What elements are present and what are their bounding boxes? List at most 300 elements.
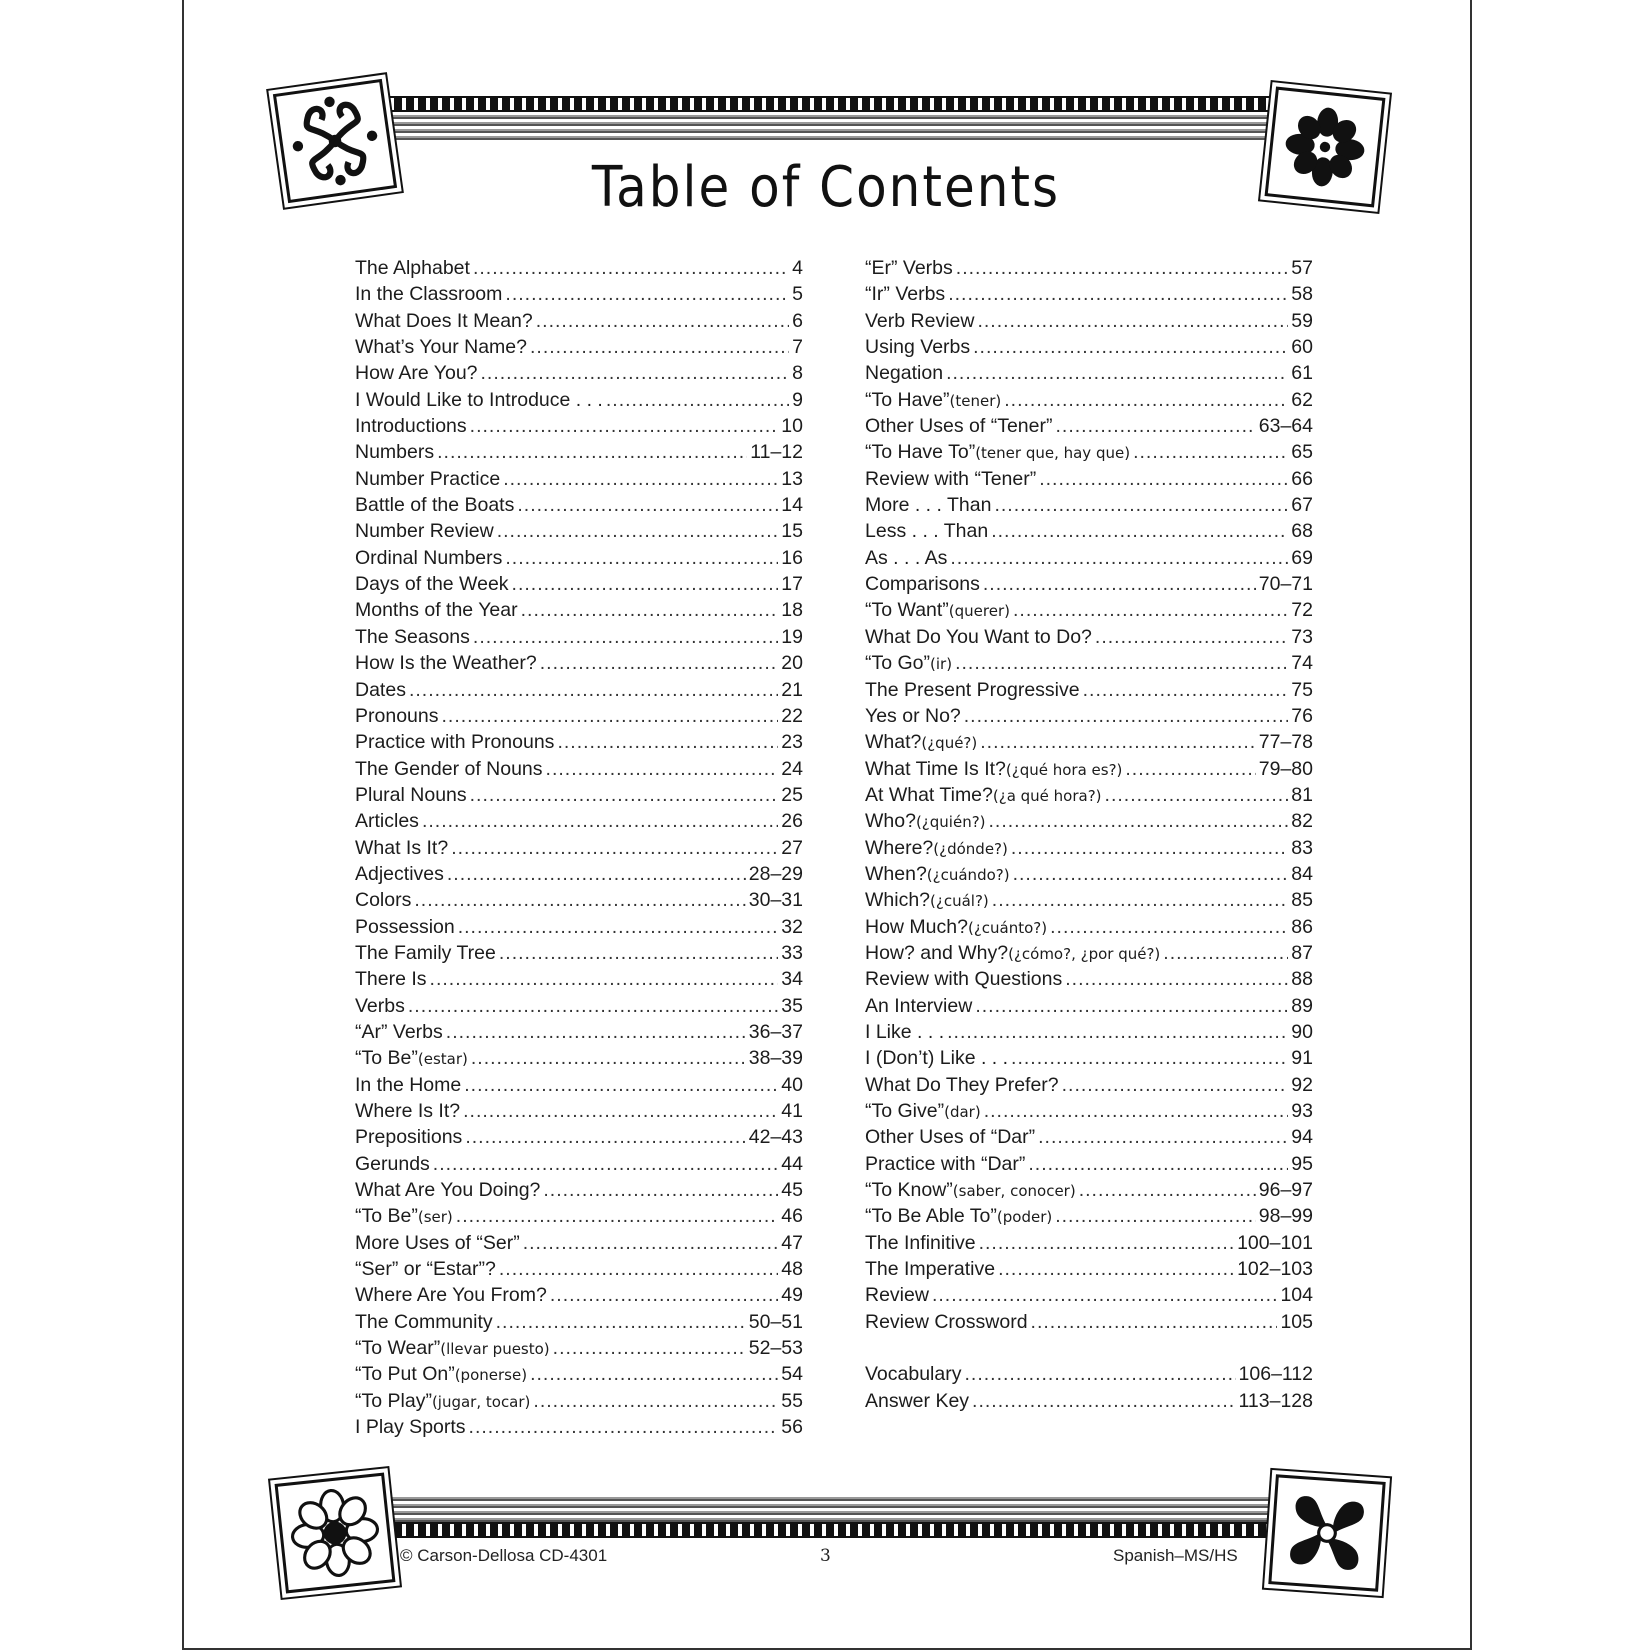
toc-entry — [355, 1074, 803, 1100]
page-title: Table of Contents — [591, 154, 1061, 220]
toc-entry-title: What Do You Want to Do? — [865, 625, 1092, 648]
toc-entry-title: What Do They Prefer? — [865, 1073, 1059, 1096]
toc-leader-dots — [430, 968, 779, 991]
toc-leader-dots — [409, 679, 778, 702]
toc-entry-page: 19 — [781, 625, 803, 648]
toc-entry-page: 83 — [1291, 836, 1313, 859]
toc-entry-title: “To Be” — [355, 1047, 418, 1070]
toc-entry — [355, 389, 803, 415]
toc-entry-page: 58 — [1291, 283, 1313, 306]
toc-entry-page: 93 — [1291, 1100, 1313, 1122]
toc-entry-page: 95 — [1291, 1152, 1313, 1175]
toc-right-column — [865, 257, 1313, 1416]
toc-entry-title: Practice with “Dar” — [865, 1152, 1026, 1175]
toc-entry — [865, 863, 1313, 889]
toc-leader-dots — [550, 1284, 778, 1307]
toc-leader-dots — [458, 916, 779, 939]
toc-entry-page: 21 — [781, 678, 803, 701]
toc-entry — [865, 705, 1313, 731]
toc-entry-page: 11–12 — [750, 441, 803, 464]
toc-entry-title: Pronouns — [355, 704, 439, 727]
toc-leader-dots — [972, 1390, 1235, 1413]
toc-entry-title: When? — [865, 862, 927, 885]
toc-entry — [865, 1126, 1313, 1152]
toc-entry-title: The Family Tree — [355, 941, 496, 964]
toc-entry — [355, 1153, 803, 1179]
toc-entry — [355, 1390, 803, 1416]
toc-leader-dots — [470, 415, 779, 438]
toc-entry-title: “Ir” Verbs — [865, 283, 946, 306]
toc-entry — [865, 942, 1313, 968]
toc-entry-page: 66 — [1291, 467, 1313, 490]
toc-leader-dots — [1050, 916, 1288, 939]
toc-entry-spanish: (llevar puesto) — [440, 1340, 550, 1359]
toc-entry — [865, 1390, 1313, 1416]
toc-entry-page: 49 — [781, 1284, 803, 1307]
toc-entry-page: 40 — [781, 1073, 803, 1096]
toc-entry-spanish: (ponerse) — [454, 1366, 528, 1385]
toc-entry-page: 88 — [1291, 968, 1313, 991]
toc-entry-page: 91 — [1291, 1047, 1313, 1070]
toc-entry-page: 104 — [1280, 1284, 1313, 1307]
toc-entry — [865, 1100, 1313, 1126]
toc-leader-dots — [546, 758, 779, 781]
toc-entry-title: Vocabulary — [865, 1363, 962, 1386]
toc-entry — [355, 652, 803, 678]
toc-entry — [865, 837, 1313, 863]
toc-entry-title: I Would Like to Introduce . . . — [355, 388, 603, 411]
toc-entry — [865, 731, 1313, 757]
toc-entry-page: 45 — [781, 1179, 803, 1202]
toc-entry-spanish: (¿cuál?) — [930, 892, 989, 911]
toc-entry — [865, 362, 1313, 388]
toc-entry-page: 77–78 — [1258, 731, 1313, 754]
toc-entry-title: “To Have To” — [865, 441, 976, 464]
toc-entry-spanish: (¿cómo?, ¿por qué?) — [1008, 944, 1161, 963]
toc-entry — [355, 731, 803, 757]
toc-entry-page: 56 — [781, 1416, 803, 1439]
toc-entry — [865, 389, 1313, 415]
toc-entry-title: Yes or No? — [865, 704, 961, 727]
toc-leader-dots — [1125, 758, 1255, 781]
toc-leader-dots — [447, 863, 746, 886]
toc-leader-dots — [530, 1363, 778, 1386]
toc-leader-dots — [540, 652, 779, 675]
toc-entry-spanish: (querer) — [948, 602, 1010, 621]
toc-leader-dots — [1031, 1311, 1278, 1334]
toc-entry-page: 87 — [1291, 941, 1313, 964]
toc-entry-title: Numbers — [355, 441, 435, 464]
toc-entry-title: As . . . As — [865, 546, 948, 569]
toc-leader-dots — [422, 810, 778, 833]
toc-entry — [355, 784, 803, 810]
toc-leader-dots — [975, 995, 1288, 1018]
toc-leader-dots — [948, 283, 1288, 306]
toc-entry-title: How Much? — [865, 915, 968, 938]
toc-leader-dots — [446, 1021, 746, 1044]
toc-entry-title: Comparisons — [865, 573, 980, 596]
toc-leader-dots — [956, 257, 1289, 280]
toc-entry-page: 48 — [781, 1258, 803, 1281]
toc-leader-dots — [977, 310, 1288, 333]
toc-entry-page: 7 — [792, 336, 803, 359]
toc-entry-title: What? — [865, 731, 922, 754]
toc-entry — [355, 494, 803, 520]
toc-entry-page: 69 — [1291, 546, 1313, 569]
toc-entry-spanish: (tener) — [949, 391, 1002, 410]
toc-entry-title: More Uses of “Ser” — [355, 1231, 520, 1254]
toc-entry — [865, 468, 1313, 494]
toc-entry-title: I Like . . . — [865, 1020, 945, 1043]
toc-leader-dots — [1065, 968, 1288, 991]
toc-entry — [865, 810, 1313, 836]
toc-entry-page: 85 — [1291, 889, 1313, 912]
toc-entry-title: “To Be Able To” — [865, 1205, 997, 1228]
toc-entry — [865, 415, 1313, 441]
toc-leader-dots — [1095, 626, 1288, 649]
toc-leader-dots — [451, 837, 778, 860]
toc-entry — [865, 1232, 1313, 1258]
toc-entry-page: 10 — [781, 415, 803, 438]
toc-leader-dots — [964, 1363, 1235, 1386]
toc-leader-dots — [470, 784, 779, 807]
toc-entry — [865, 916, 1313, 942]
toc-entry — [355, 1232, 803, 1258]
toc-entry — [865, 1258, 1313, 1284]
toc-leader-dots — [473, 257, 789, 280]
toc-entry-page: 79–80 — [1258, 757, 1313, 780]
toc-entry-title: Where? — [865, 836, 934, 859]
toc-leader-dots — [481, 362, 790, 385]
toc-leader-dots — [517, 494, 778, 517]
toc-entry — [355, 810, 803, 836]
toc-leader-dots — [992, 889, 1289, 912]
toc-entry — [865, 995, 1313, 1021]
toc-leader-dots — [989, 810, 1289, 833]
toc-entry-page: 63–64 — [1258, 415, 1313, 438]
toc-entry — [355, 547, 803, 573]
toc-entry — [355, 942, 803, 968]
toc-leader-dots — [553, 1337, 746, 1360]
toc-leader-dots — [533, 1390, 778, 1413]
toc-entry-page: 30–31 — [748, 889, 803, 912]
toc-entry-title: I Play Sports — [355, 1416, 466, 1439]
toc-entry-page: 9 — [792, 388, 803, 411]
toc-entry-title: “To Go” — [865, 652, 931, 675]
toc-entry-page: 24 — [781, 757, 803, 780]
toc-entry — [865, 1205, 1313, 1231]
toc-entry — [355, 1363, 803, 1389]
toc-leader-dots — [1083, 679, 1289, 702]
toc-entry-title: “To Wear” — [355, 1337, 441, 1360]
bottom-border-band — [370, 1494, 1290, 1538]
toc-entry-page: 81 — [1291, 783, 1313, 806]
toc-entry — [355, 1126, 803, 1152]
toc-entry-spanish: (¿quién?) — [915, 813, 986, 832]
toc-entry-title: Less . . . Than — [865, 520, 989, 543]
toc-entry — [355, 705, 803, 731]
toc-entry-title: Review with Questions — [865, 968, 1063, 991]
toc-entry-title: Which? — [865, 889, 931, 912]
toc-leader-dots — [465, 1126, 745, 1149]
toc-leader-dots — [991, 520, 1288, 543]
toc-entry-page: 90 — [1291, 1020, 1313, 1043]
toc-entry-page: 65 — [1291, 441, 1313, 464]
toc-entry-title: Plural Nouns — [355, 783, 467, 806]
toc-entry-title: “Ar” Verbs — [355, 1020, 443, 1043]
toc-entry-title: I (Don’t) Like . . . — [865, 1047, 1009, 1070]
toc-entry-page: 35 — [781, 994, 803, 1017]
toc-entry — [865, 257, 1313, 283]
toc-entry-title: Review — [865, 1284, 929, 1307]
toc-entry-title: Review with “Tener” — [865, 467, 1037, 490]
toc-leader-dots — [456, 1205, 779, 1228]
toc-entry-title: Other Uses of “Dar” — [865, 1126, 1036, 1149]
toc-entry — [355, 863, 803, 889]
toc-entry-title: The Seasons — [355, 625, 470, 648]
toc-entry — [355, 362, 803, 388]
toc-entry — [865, 520, 1313, 546]
toc-entry-page: 6 — [792, 309, 803, 332]
toc-entry-page: 94 — [1291, 1126, 1313, 1149]
flower-outline-icon — [275, 1473, 396, 1594]
toc-entry — [865, 652, 1313, 678]
toc-entry — [865, 1074, 1313, 1100]
toc-entry-page: 84 — [1291, 862, 1313, 885]
toc-entry — [865, 1363, 1313, 1389]
toc-entry — [355, 889, 803, 915]
toc-entry-spanish: (¿dónde?) — [933, 839, 1008, 858]
toc-entry-title: The Present Progressive — [865, 678, 1080, 701]
toc-entry-page: 72 — [1291, 599, 1313, 622]
toc-entry-page: 8 — [792, 362, 803, 385]
toc-entry — [355, 1416, 803, 1442]
toc-entry-title: Battle of the Boats — [355, 494, 515, 517]
toc-entry-title: “To Give” — [865, 1100, 945, 1122]
toc-leader-dots — [530, 336, 789, 359]
toc-entry — [355, 441, 803, 467]
toc-entry — [865, 494, 1313, 520]
toc-entry-page: 68 — [1291, 520, 1313, 543]
toc-entry-title: Prepositions — [355, 1126, 463, 1149]
toc-entry-page: 82 — [1291, 810, 1313, 833]
toc-leader-dots — [994, 494, 1288, 517]
toc-leader-dots — [543, 1179, 778, 1202]
toc-entry-title: Number Practice — [355, 467, 501, 490]
toc-entry-page: 76 — [1291, 704, 1313, 727]
toc-entry-spanish: (¿qué?) — [921, 734, 978, 753]
toc-entry — [355, 679, 803, 705]
toc-leader-dots — [1039, 468, 1288, 491]
toc-entry-title: What Is It? — [355, 836, 449, 859]
toc-entry-page: 44 — [781, 1152, 803, 1175]
toc-entry-page: 96–97 — [1258, 1179, 1313, 1202]
toc-entry — [865, 889, 1313, 915]
toc-entry-page: 34 — [781, 968, 803, 991]
toc-leader-dots — [998, 1258, 1234, 1281]
toc-entry-spanish: (ser) — [417, 1208, 453, 1227]
toc-entry — [355, 1284, 803, 1310]
toc-entry — [355, 520, 803, 546]
toc-entry-page: 70–71 — [1258, 573, 1313, 596]
toc-entry-title: The Community — [355, 1310, 493, 1333]
toc-entry-page: 25 — [781, 783, 803, 806]
toc-entry — [865, 626, 1313, 652]
toc-entry-title: Months of the Year — [355, 599, 518, 622]
toc-entry-title: Adjectives — [355, 862, 444, 885]
toc-leader-dots — [473, 626, 778, 649]
toc-entry-title: “To Know” — [865, 1179, 953, 1202]
toc-leader-dots — [557, 731, 778, 754]
toc-leader-dots — [499, 1258, 778, 1281]
toc-leader-dots — [1163, 942, 1288, 965]
toc-entry-title: Articles — [355, 810, 419, 833]
toc-entry — [865, 1021, 1313, 1047]
toc-entry-title: “To Be” — [355, 1205, 418, 1228]
toc-leader-dots — [496, 1311, 746, 1334]
toc-entry-page: 42–43 — [748, 1126, 803, 1149]
toc-entry-title: Where Is It? — [355, 1100, 461, 1122]
toc-entry — [865, 573, 1313, 599]
toc-entry-page: 22 — [781, 704, 803, 727]
toc-entry-page: 62 — [1291, 388, 1313, 411]
toc-entry — [865, 310, 1313, 336]
toc-entry-page: 55 — [781, 1389, 803, 1412]
toc-entry — [355, 1179, 803, 1205]
toc-entry-title: “To Have” — [865, 388, 950, 411]
toc-entry-page: 54 — [781, 1363, 803, 1386]
toc-entry-page: 73 — [1291, 625, 1313, 648]
toc-entry-title: Other Uses of “Tener” — [865, 415, 1053, 438]
toc-leader-dots — [463, 1100, 778, 1123]
toc-leader-dots — [979, 1232, 1235, 1255]
toc-entry-title: The Alphabet — [355, 257, 470, 279]
toc-entry-title: In the Home — [355, 1073, 462, 1096]
toc-leader-dots — [964, 705, 1289, 728]
toc-entry-spanish: (jugar, tocar) — [431, 1392, 531, 1411]
toc-entry-title: The Gender of Nouns — [355, 757, 543, 780]
toc-leader-dots — [1133, 441, 1288, 464]
toc-entry-title: How? and Why? — [865, 941, 1009, 964]
toc-entry-page: 15 — [781, 520, 803, 543]
footer-subject: Spanish–MS/HS — [1113, 1546, 1238, 1565]
toc-entry-title: Number Review — [355, 520, 494, 543]
toc-entry-title: An Interview — [865, 994, 973, 1017]
toc-entry-page: 86 — [1291, 915, 1313, 938]
toc-entry-title: “Ser” or “Estar”? — [355, 1258, 496, 1281]
toc-entry-page: 74 — [1291, 652, 1313, 675]
toc-entry-page: 4 — [792, 257, 803, 279]
toc-leader-dots — [464, 1074, 778, 1097]
toc-entry — [355, 1337, 803, 1363]
toc-entry-title: Introductions — [355, 415, 467, 438]
toc-entry-title: Practice with Pronouns — [355, 731, 555, 754]
toc-entry-title: What Time Is It? — [865, 757, 1006, 780]
toc-entry-title: Days of the Week — [355, 573, 509, 596]
toc-entry-title: Ordinal Numbers — [355, 546, 503, 569]
toc-spacer — [865, 1337, 1313, 1363]
toc-entry — [865, 441, 1313, 467]
toc-left-column — [355, 257, 803, 1442]
toc-entry-title: Verbs — [355, 994, 405, 1017]
toc-entry-title: In the Classroom — [355, 283, 503, 306]
footer-page-number: 3 — [820, 1546, 831, 1566]
toc-entry — [355, 758, 803, 784]
toc-entry-title: How Are You? — [355, 362, 478, 385]
toc-entry-page: 52–53 — [748, 1337, 803, 1360]
toc-entry-page: 13 — [781, 467, 803, 490]
toc-entry-page: 5 — [792, 283, 803, 306]
toc-entry — [865, 758, 1313, 784]
toc-entry-page: 28–29 — [748, 862, 803, 885]
toc-leader-dots — [1011, 837, 1288, 860]
toc-entry-page: 32 — [781, 915, 803, 938]
toc-entry — [865, 283, 1313, 309]
toc-leader-dots — [414, 889, 745, 912]
toc-entry-title: Gerunds — [355, 1152, 430, 1175]
toc-entry — [355, 336, 803, 362]
toc-entry — [355, 1100, 803, 1126]
toc-entry — [355, 968, 803, 994]
toc-entry-page: 33 — [781, 941, 803, 964]
toc-entry-title: The Infinitive — [865, 1231, 976, 1254]
toc-entry-page: 50–51 — [748, 1310, 803, 1333]
toc-entry-title: Colors — [355, 889, 412, 912]
toc-leader-dots — [505, 547, 778, 570]
toc-entry-page: 113–128 — [1238, 1389, 1313, 1412]
toc-entry — [355, 1258, 803, 1284]
toc-leader-dots — [471, 1047, 746, 1070]
toc-entry — [355, 468, 803, 494]
toc-entry-page: 67 — [1291, 494, 1313, 517]
toc-entry — [355, 916, 803, 942]
toc-entry-title: Who? — [865, 810, 916, 833]
toc-leader-dots — [505, 283, 789, 306]
toc-entry-page: 100–101 — [1237, 1231, 1313, 1254]
toc-entry — [355, 1311, 803, 1337]
toc-entry-spanish: (¿a qué hora?) — [992, 786, 1102, 805]
toc-leader-dots — [947, 1021, 1288, 1044]
toc-leader-dots — [1028, 1153, 1288, 1176]
toc-entry — [865, 547, 1313, 573]
toc-leader-dots — [1062, 1074, 1289, 1097]
toc-leader-dots — [1013, 863, 1289, 886]
toc-entry-title: Negation — [865, 362, 944, 385]
toc-entry — [865, 784, 1313, 810]
toc-leader-dots — [1004, 389, 1288, 412]
toc-leader-dots — [1038, 1126, 1288, 1149]
toc-leader-dots — [984, 1100, 1289, 1123]
toc-leader-dots — [499, 942, 778, 965]
toc-entry — [355, 599, 803, 625]
toc-entry-spanish: (estar) — [417, 1050, 468, 1069]
toc-entry-title: Possession — [355, 915, 455, 938]
toc-entry — [865, 336, 1313, 362]
toc-entry — [865, 1153, 1313, 1179]
toc-entry — [355, 283, 803, 309]
toc-entry-spanish: (dar) — [944, 1103, 981, 1121]
toc-leader-dots — [946, 362, 1288, 385]
toc-entry — [355, 415, 803, 441]
toc-entry — [355, 626, 803, 652]
four-petal-icon — [1268, 1474, 1385, 1591]
toc-entry — [355, 837, 803, 863]
toc-entry-page: 89 — [1291, 994, 1313, 1017]
toc-entry-title: Using Verbs — [865, 336, 971, 359]
toc-entry-page: 20 — [781, 652, 803, 675]
toc-entry-title: Dates — [355, 678, 406, 701]
toc-entry — [865, 1047, 1313, 1073]
